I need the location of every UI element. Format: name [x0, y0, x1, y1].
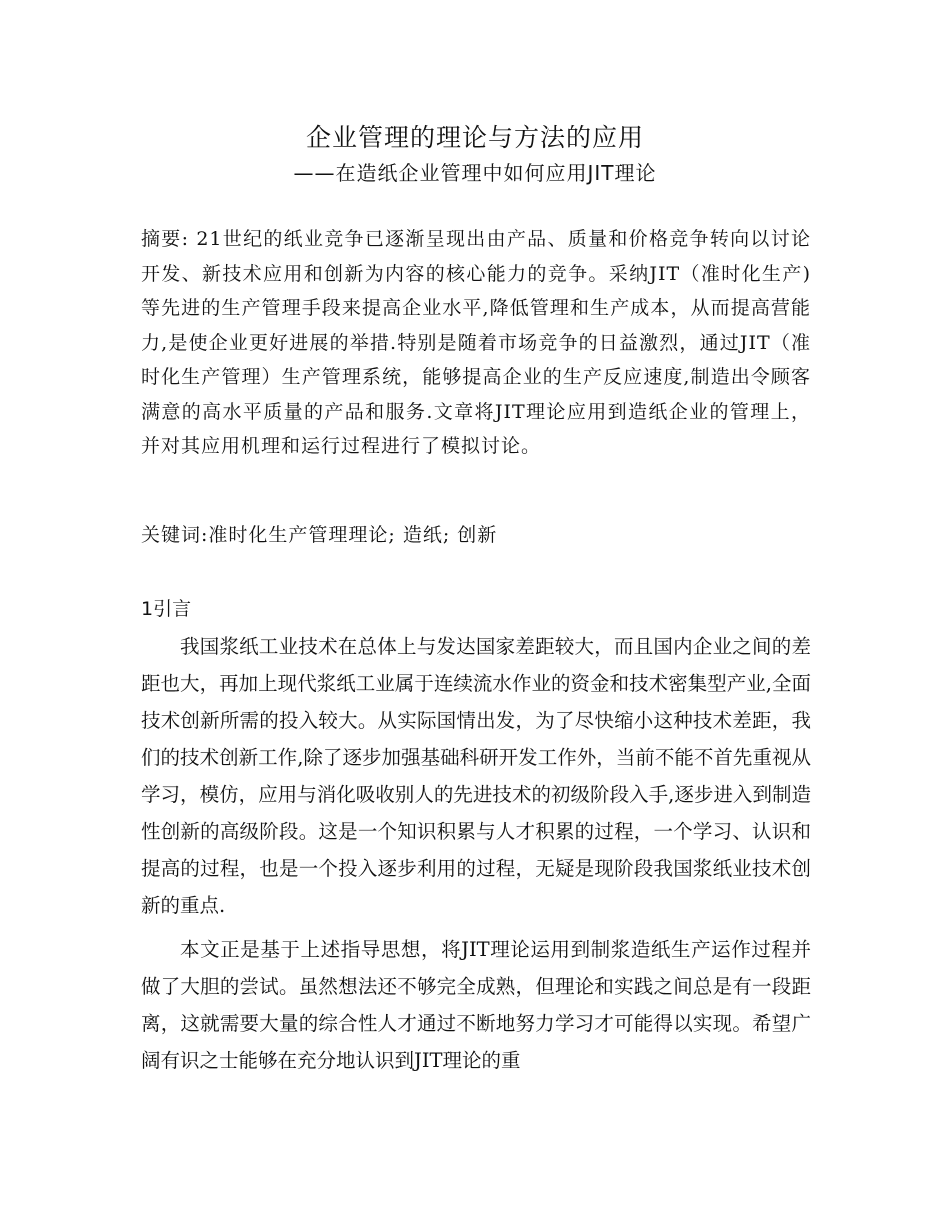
section-heading-introduction: 1引言 [141, 598, 192, 620]
abstract [141, 222, 811, 464]
page-subtitle: ——在造纸企业管理中如何应用JIT理论 [293, 161, 657, 185]
page-title: 企业管理的理论与方法的应用 [305, 123, 644, 152]
body-paragraph: 本文正是基于上述指导思想，将JIT理论运用到制浆造纸生产运作过程并做了大胆的尝试。虽然想法还不够完全成熟，但理论和实践之间总是有一段距离，这就需要大量的综合性人才通过不断地努力学习才可能得以实现。希望广阔有识之士能够在充分地认识到JIT理论的重 [141, 938, 811, 1072]
body-paragraph: 我国浆纸工业技术在总体上与发达国家差距较大，而且国内企业之间的差距也大，再加上现代浆纸工业属于连续流水作业的资金和技术密集型产业,全面技术创新所需的投入较大。从实际国情出发，为了尽快缩小这种技术差距，我们的技术创新工作,除了逐步加强基础科研开发工作外，当前不能不首先重视从学习，模仿，应用与消化吸收别人的先进技术的初级阶段入手,逐步进入到制造性创新的高级阶段。这是一个知识积累与人才积累的过程，一个学习、认识和提高的过程，也是一个投入逐步利用的过程，无疑是现阶段我国浆纸业技术创新的重点. [141, 635, 811, 917]
title-block [0, 120, 950, 188]
abstract-text: 摘要: 21世纪的纸业竞争已逐渐呈现出由产品、质量和价格竞争转向以讨论开发、新技术应用和创新为内容的核心能力的竞争。采纳JIT（准时化生产)等先进的生产管理手段来提高企业水平,降低管理和生产成本，从而提高营能力,是使企业更好进展的举措.特别是随着市场竞争的日益激烈，通过JIT（准时化生产管理）生产管理系统，能够提高企业的生产反应速度,制造出令顾客满意的高水平质量的产品和服务.文章将JIT理论应用到造纸企业的管理上，并对其应用机理和运行过程进行了模拟讨论。 [141, 228, 811, 457]
keywords: 关键词:准时化生产管理理论; 造纸; 创新 [141, 524, 498, 546]
section-body-introduction [141, 628, 811, 1079]
